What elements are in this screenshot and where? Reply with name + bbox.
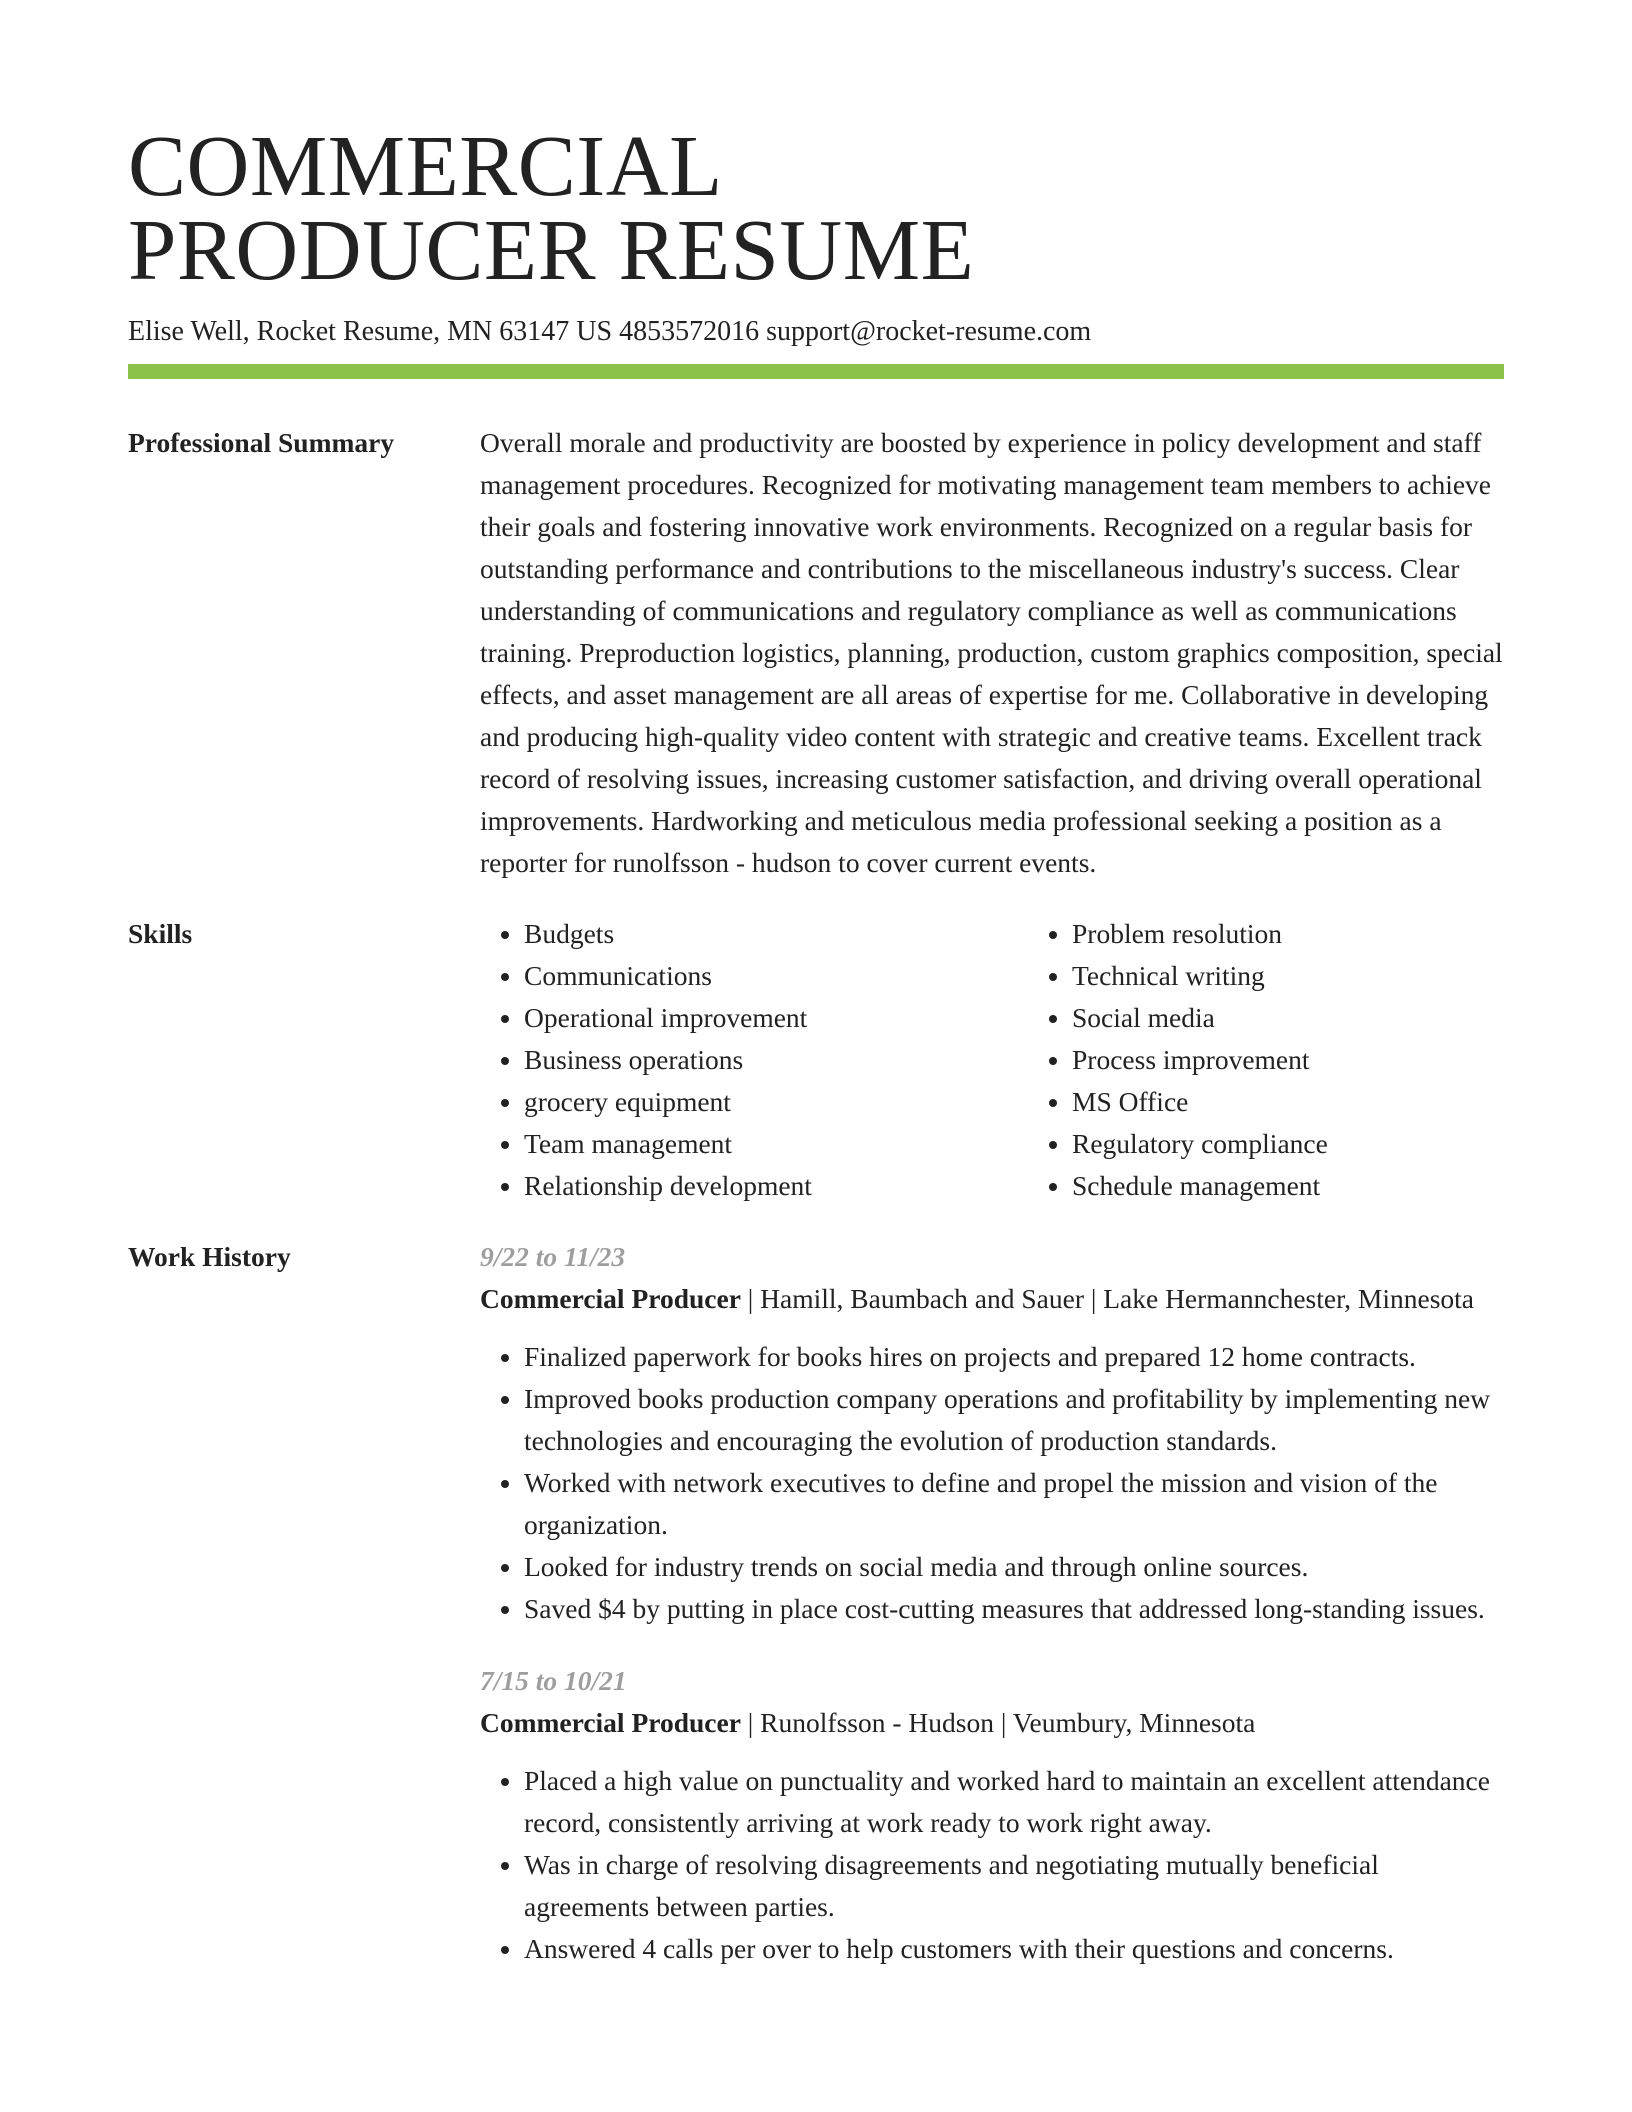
skill-item: • grocery equipment <box>524 1081 1028 1123</box>
job-title: Commercial Producer <box>480 1283 741 1314</box>
job-bullet-list <box>480 1760 1504 1970</box>
skill-item: • Communications <box>524 955 1028 997</box>
job-bullet: • Looked for industry trends on social media and through online sources. <box>524 1546 1504 1588</box>
skill-item: • Business operations <box>524 1039 1028 1081</box>
skill-item: • Schedule management <box>1072 1165 1576 1207</box>
job-details: | Runolfsson - Hudson | Veumbury, Minnesota <box>740 1707 1256 1738</box>
skill-item: • Process improvement <box>1072 1039 1576 1081</box>
skills-section <box>128 913 1504 1207</box>
job-dates: 7/15 to 10/21 <box>480 1665 627 1696</box>
job-title: Commercial Producer <box>480 1707 741 1738</box>
job-details: | Hamill, Baumbach and Sauer | Lake Hermannchester, Minnesota <box>740 1283 1474 1314</box>
job-heading <box>480 1702 1504 1744</box>
summary-text: Overall morale and productivity are boosted by experience in policy development and staff management procedures. Recognized for motivating management team members to achieve their goals and fostering innovative work environments. Recognized on a regular basis for outstanding performance and contributions to the miscellaneous industry's success. Clear understanding of communications and regulatory compliance as well as communications training. Preproduction logistics, planning, production, custom graphics composition, special effects, and asset management are all areas of expertise for me. Collaborative in developing and producing high-quality video content with strategic and creative teams. Excellent track record of resolving issues, increasing customer satisfaction, and driving overall operational improvements. Hardworking and meticulous media professional seeking a position as a reporter for runolfsson - hudson to cover current events. <box>480 427 1503 878</box>
job-bullet: • Was in charge of resolving disagreements and negotiating mutually beneficial agreements between parties. <box>524 1844 1504 1928</box>
skill-item: • Budgets <box>524 913 1028 955</box>
skills-column-left <box>480 913 1028 1207</box>
job-entry <box>480 1236 1504 1630</box>
job-bullet: • Worked with network executives to define and propel the mission and vision of the organization. <box>524 1462 1504 1546</box>
skill-item: • Operational improvement <box>524 997 1028 1039</box>
resume-title <box>128 117 1504 298</box>
professional-summary-section <box>128 422 1504 884</box>
job-bullet: • Answered 4 calls per over to help customers with their questions and concerns. <box>524 1928 1504 1970</box>
title-line-1: COMMERCIAL <box>128 117 723 214</box>
job-bullet-list <box>480 1336 1504 1630</box>
accent-divider <box>128 364 1504 379</box>
skill-item: • Relationship development <box>524 1165 1028 1207</box>
skills-grid <box>480 913 1576 1207</box>
section-label-skills: Skills <box>128 918 193 949</box>
skill-item: • Problem resolution <box>1072 913 1576 955</box>
section-label-work-history: Work History <box>128 1241 291 1272</box>
job-heading <box>480 1278 1504 1320</box>
skill-item: • Team management <box>524 1123 1028 1165</box>
job-bullet: • Improved books production company operations and profitability by implementing new technologies and encouraging the evolution of production standards. <box>524 1378 1504 1462</box>
title-line-2: PRODUCER RESUME <box>128 201 975 298</box>
work-history-section <box>128 1236 1504 1970</box>
job-entry <box>480 1660 1504 1970</box>
job-dates: 9/22 to 11/23 <box>480 1241 626 1272</box>
skill-item: • Social media <box>1072 997 1576 1039</box>
section-label-professional-summary: Professional Summary <box>128 427 395 458</box>
skill-item: • Technical writing <box>1072 955 1576 997</box>
job-bullet: • Finalized paperwork for books hires on projects and prepared 12 home contracts. <box>524 1336 1504 1378</box>
job-bullet: • Placed a high value on punctuality and worked hard to maintain an excellent attendance record, consistently arriving at work ready to work right away. <box>524 1760 1504 1844</box>
skill-item: • MS Office <box>1072 1081 1576 1123</box>
contact-info: Elise Well, Rocket Resume, MN 63147 US 4853572016 support@rocket-resume.com <box>128 316 1092 347</box>
work-history-body <box>480 1236 1504 1970</box>
skills-column-right <box>1028 913 1576 1207</box>
job-bullet: • Saved $4 by putting in place cost-cutting measures that addressed long-standing issues. <box>524 1588 1504 1630</box>
skill-item: • Regulatory compliance <box>1072 1123 1576 1165</box>
